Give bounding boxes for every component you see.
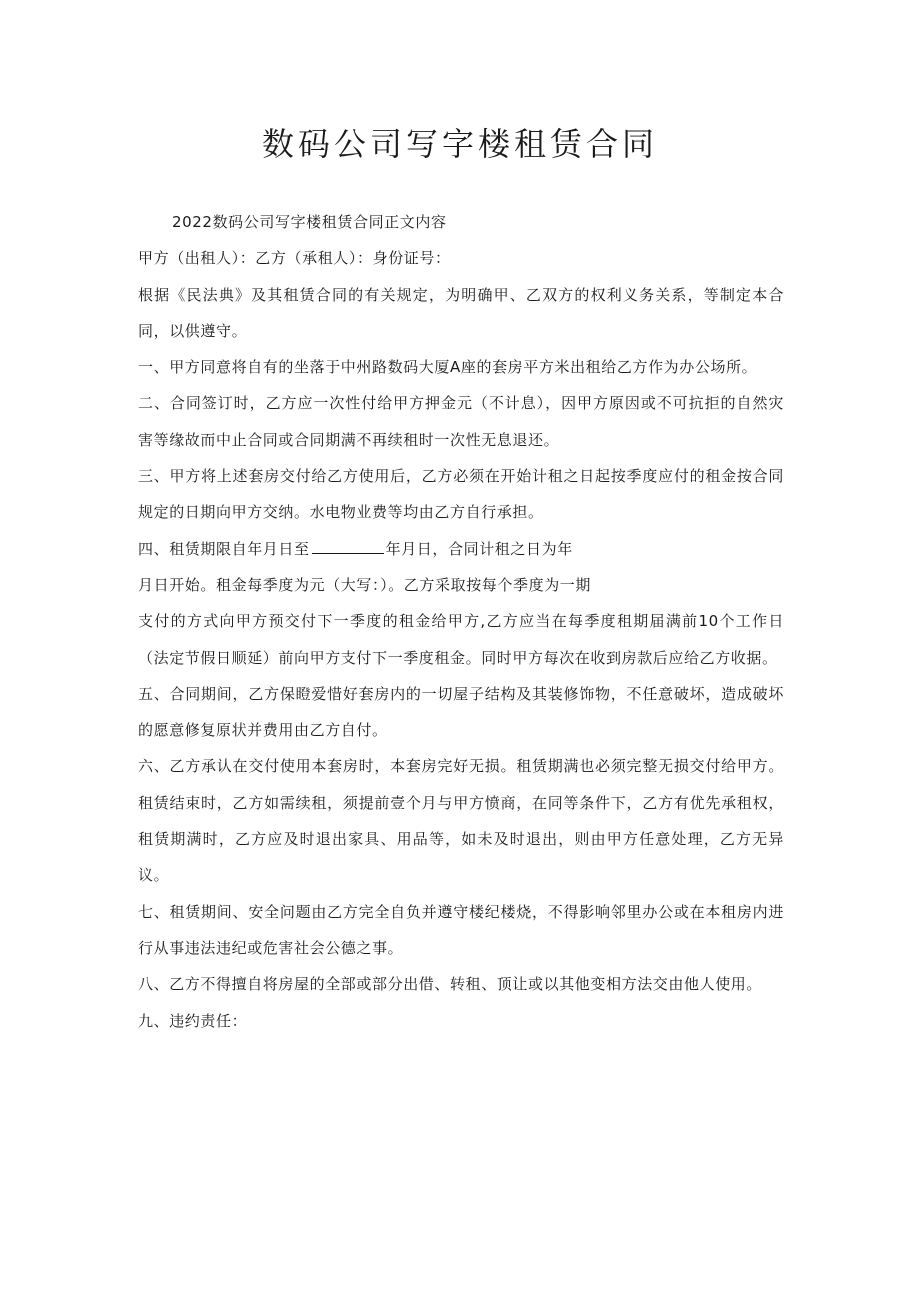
clause-5: 五、合同期间，乙方保瞪爱惜好套房内的一切屋子结构及其装修饰物，不任意破坏，造成破坏的愿意修复原状并费用由乙方自付。 [138,684,784,740]
clause-7: 七、租赁期间、安全问题由乙方完全自负并遵守楼纪楼烧，不得影响邻里办公或在本租房内进行从事违法违纪或危害社会公德之事。 [138,902,784,957]
parties-line: 甲方（出租人）：乙方（承租人）：身份证号： [138,249,451,268]
clause-4-line-2: 月日开始。租金每季度为元（大写：）。乙方采取按每个季度为一期 [138,575,592,594]
clause-4-end: 年月日，合同计租之日为年 [385,539,573,558]
clause-8: 八、乙方不得擅自将房屋的全部或部分出借、转租、顶让或以其他变相方法交由他人使用。 [138,975,763,994]
clause-3: 三、甲方将上述套房交付给乙方使用后，乙方必须在开始计租之日起按季度应付的租金按合同规定的日期向甲方交纳。水电物业费等均由乙方自行承担。 [138,467,784,522]
clause-4-line-1 [138,531,784,567]
document-subtitle: 2022数码公司写字楼租赁合同正文内容 [172,213,447,231]
document-body [138,204,784,1039]
clause-1: 一、甲方同意将自有的坐落于中州路数码大厦A座的套房平方米出租给乙方作为办公场所。 [138,358,758,377]
fill-in-blank [312,539,384,554]
clause-4-line-3: 支付的方式向甲方预交付下一季度的租金给甲方,乙方应当在每季度租期届满前10个工作日（法定节假日顺延）前向甲方支付下一季度租金。同时甲方每次在收到房款后应给乙方收据。 [138,612,784,667]
document-title: 数码公司写字楼租赁合同 [261,125,658,163]
clause-4-start: 四、租赁期限自年月日至 [138,539,310,558]
clause-9: 九、违约责任： [138,1011,248,1030]
clause-2: 二、合同签订时，乙方应一次性付给甲方押金元（不计息），因甲方原因或不可抗拒的自然灾害等缘故而中止合同或合同期满不再续租时一次性无息退还。 [138,394,784,449]
clause-6: 六、乙方承认在交付使用本套房时，本套房完好无损。租赁期满也必须完整无损交付给甲方。租赁结束时，乙方如需续租，须提前壹个月与甲方愤商，在同等条件下，乙方有优先承租权，租赁期满时，乙方应及时退出家具、用品等，如未及时退出，则由甲方任意处理，乙方无异议。 [138,757,784,885]
preamble-paragraph: 根据《民法典》及其租赁合同的有关规定，为明确甲、乙双方的权利义务关系，等制定本合同，以供遵守。 [138,285,784,340]
